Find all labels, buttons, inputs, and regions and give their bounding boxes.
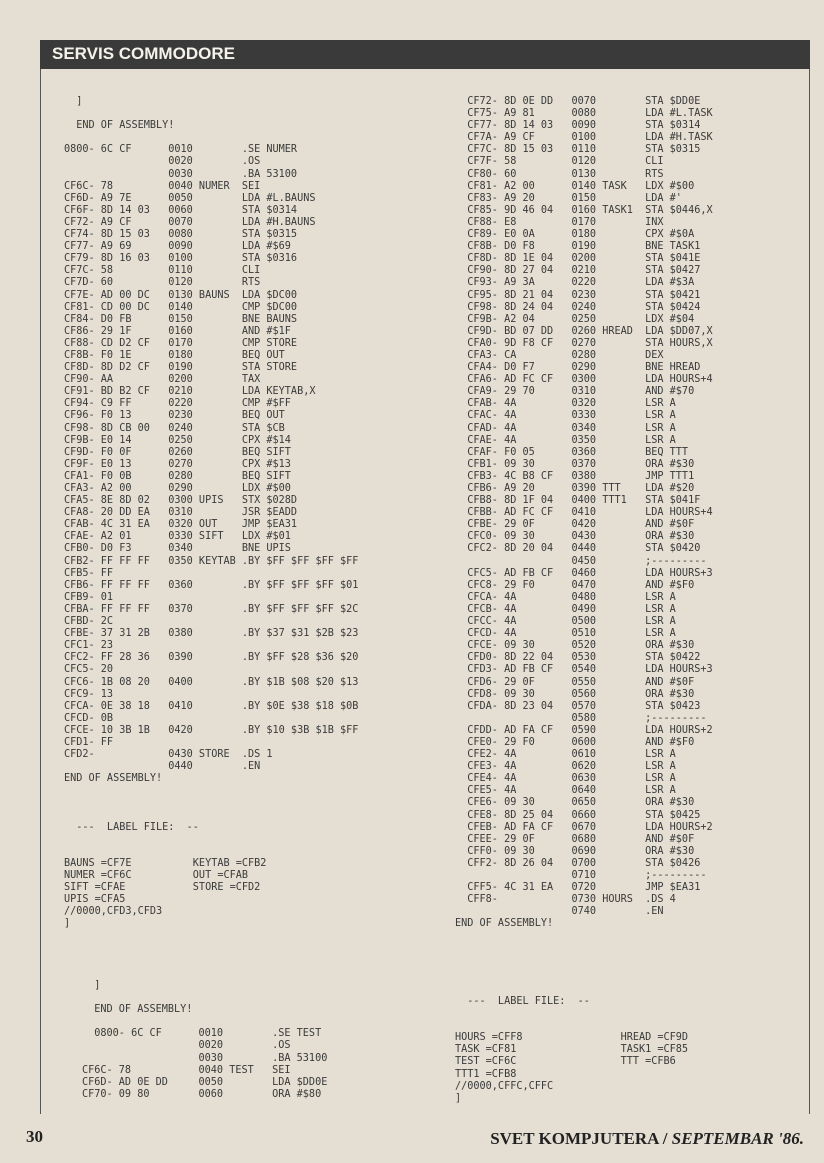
code-line: CFB3- 4C B8 CF 0380 JMP TTT1 — [455, 470, 695, 482]
code-line: 0030 .BA 53100 — [82, 1052, 328, 1064]
code-line: CFE8- 8D 25 04 0660 STA $0425 — [455, 809, 701, 821]
listing-left-column — [64, 96, 358, 930]
code-line: CFDD- AD FA CF 0590 LDA HOURS+2 — [455, 724, 713, 736]
section-header-bar — [40, 40, 810, 69]
code-line: CFCE- 10 3B 1B 0420 .BY $10 $3B $1B $FF — [64, 724, 359, 736]
code-line: CFBE- 29 0F 0420 AND #$0F — [455, 519, 695, 531]
code-line: CFC5- AD FB CF 0460 LDA HOURS+3 — [455, 567, 713, 579]
code-line: --- LABEL FILE: -- — [64, 821, 199, 833]
code-line: CF7F- 58 0120 CLI — [455, 156, 664, 168]
code-line: 0450 ;--------- — [455, 555, 707, 567]
code-line: CFC2- FF 28 36 0390 .BY $FF $28 $36 $20 — [64, 652, 359, 664]
code-line: TASK =CF81 TASK1 =CF85 — [455, 1044, 689, 1056]
code-line: CFCE- 09 30 0520 ORA #$30 — [455, 640, 695, 652]
code-line: CFA4- D0 F7 0290 BNE HREAD — [455, 362, 701, 374]
code-line: CFA8- 20 DD EA 0310 JSR $EADD — [64, 507, 298, 519]
code-line: CF6C- 78 0040 TEST SEI — [82, 1064, 291, 1076]
code-line: CFC9- 13 — [64, 688, 114, 700]
code-line: CF8B- D0 F8 0190 BNE TASK1 — [455, 241, 701, 253]
code-line: END OF ASSEMBLY! — [455, 918, 554, 930]
code-line: CFA9- 29 70 0310 AND #$70 — [455, 386, 695, 398]
code-line: SIFT =CFAE STORE =CFD2 — [64, 882, 261, 894]
code-line: CFB5- FF — [64, 567, 114, 579]
code-line: CF89- E0 0A 0180 CPX #$0A — [455, 229, 695, 241]
code-line: CFCD- 4A 0510 LSR A — [455, 628, 676, 640]
section-title: SERVIS COMMODORE — [52, 44, 235, 63]
code-line: 0020 .OS — [82, 1040, 291, 1052]
code-line: CF88- E8 0170 INX — [455, 216, 664, 228]
code-line: CF80- 60 0130 RTS — [455, 168, 664, 180]
code-line: END OF ASSEMBLY! — [82, 1004, 193, 1016]
code-line: CFE5- 4A 0640 LSR A — [455, 785, 676, 797]
code-line: CF6D- A9 7E 0050 LDA #L.BAUNS — [64, 192, 316, 204]
code-line: CFB6- FF FF FF 0360 .BY $FF $FF $FF $01 — [64, 579, 359, 591]
code-line: CF8B- F0 1E 0180 BEQ OUT — [64, 349, 285, 361]
code-line: CFA3- A2 00 0290 LDX #$00 — [64, 483, 291, 494]
code-line: CF86- 29 1F 0160 AND #$1F — [64, 325, 291, 337]
code-line: CFB8- 8D 1F 04 0400 TTT1 STA $041F — [455, 495, 701, 507]
code-line: CFCA- 4A 0480 LSR A — [455, 591, 676, 603]
code-line: ] — [64, 96, 83, 107]
code-line: 0580 ;--------- — [455, 712, 707, 724]
code-line — [64, 132, 358, 144]
code-line: CFCB- 4A 0490 LSR A — [455, 603, 676, 615]
listing-right-column — [455, 96, 713, 930]
code-line: CFA3- CA 0280 DEX — [455, 349, 664, 361]
code-line: //0000,CFD3,CFD3 — [64, 906, 163, 918]
code-line: CF72- A9 CF 0070 LDA #H.BAUNS — [64, 216, 316, 228]
code-line — [455, 1008, 688, 1020]
code-line: NUMER =CF6C OUT =CFAB — [64, 870, 249, 881]
code-line: CF9D- F0 0F 0260 BEQ SIFT — [64, 446, 291, 458]
code-line: CFE6- 09 30 0650 ORA #$30 — [455, 797, 695, 809]
code-line: CFCA- 0E 38 18 0410 .BY $0E $38 $18 $0B — [64, 700, 359, 712]
code-line: CFE3- 4A 0620 LSR A — [455, 761, 676, 773]
code-line: CF6C- 78 0040 NUMER SEI — [64, 180, 261, 192]
code-line: CFA5- 8E 8D 02 0300 UPIS STX $028D — [64, 495, 298, 507]
code-line: CF79- 8D 16 03 0100 STA $0316 — [64, 253, 298, 265]
code-line — [64, 810, 358, 822]
code-line: CF91- BD B2 CF 0210 LDA KEYTAB,X — [64, 386, 316, 398]
page-number: 30 — [26, 1127, 43, 1146]
code-line — [64, 108, 358, 120]
code-line: 0440 .EN — [64, 761, 261, 773]
code-line: CF81- CD 00 DC 0140 CMP $DC00 — [64, 301, 298, 313]
code-line: CFD0- 8D 22 04 0530 STA $0422 — [455, 652, 701, 664]
code-line: CFCC- 4A 0500 LSR A — [455, 616, 676, 628]
listing-bottom-left — [82, 980, 327, 1101]
code-line: ] — [64, 918, 71, 930]
code-line: CF9B- A2 04 0250 LDX #$04 — [455, 313, 695, 325]
code-line: CFB6- A9 20 0390 TTT LDA #$20 — [455, 483, 695, 494]
code-line: CF77- A9 69 0090 LDA #$69 — [64, 241, 291, 253]
code-line — [82, 992, 327, 1004]
publication-footer — [490, 1129, 804, 1149]
code-line: CF83- A9 20 0150 LDA #' — [455, 192, 682, 204]
code-line: CFA1- F0 0B 0280 BEQ SIFT — [64, 470, 291, 482]
code-line: CF95- 8D 21 04 0230 STA $0421 — [455, 289, 701, 301]
code-line: CF96- F0 13 0230 BEQ OUT — [64, 410, 285, 422]
code-line: CFBE- 37 31 2B 0380 .BY $37 $31 $2B $23 — [64, 628, 359, 640]
code-line: CFD8- 09 30 0560 ORA #$30 — [455, 688, 695, 700]
code-line: CFC1- 23 — [64, 640, 114, 652]
code-line: CFC0- 09 30 0430 ORA #$30 — [455, 531, 695, 543]
code-line: CF7C- 58 0110 CLI — [64, 265, 261, 277]
code-line: 0740 .EN — [455, 906, 664, 918]
code-line: CF8D- 8D 1E 04 0200 STA $041E — [455, 253, 701, 265]
code-line: CFAC- 4A 0330 LSR A — [455, 410, 676, 422]
code-line: CFE4- 4A 0630 LSR A — [455, 773, 676, 785]
code-line: CFD2- 0430 STORE .DS 1 — [64, 749, 273, 761]
code-line: CF6F- 8D 14 03 0060 STA $0314 — [64, 204, 298, 216]
code-line: CF88- CD D2 CF 0170 CMP STORE — [64, 337, 298, 349]
code-line: 0800- 6C CF 0010 .SE NUMER — [64, 144, 298, 156]
code-line: CF7A- A9 CF 0100 LDA #H.TASK — [455, 132, 713, 144]
code-line: CFF8- 0730 HOURS .DS 4 — [455, 894, 676, 906]
code-line: CF84- D0 FB 0150 BNE BAUNS — [64, 313, 298, 325]
code-line: ] — [455, 1092, 462, 1104]
code-line: CFC6- 1B 08 20 0400 .BY $1B $08 $20 $13 — [64, 676, 359, 688]
code-line: CFAF- F0 05 0360 BEQ TTT — [455, 446, 689, 458]
code-line: CF6D- AD 0E DD 0050 LDA $DD0E — [82, 1076, 328, 1088]
code-line: --- LABEL FILE: -- — [455, 996, 590, 1007]
code-line: CFF0- 09 30 0690 ORA #$30 — [455, 845, 695, 857]
code-line: CFC5- 20 — [64, 664, 114, 676]
code-line: 0710 ;--------- — [455, 870, 707, 881]
code-line: CF75- A9 81 0080 LDA #L.TASK — [455, 108, 713, 120]
code-line: END OF ASSEMBLY! — [64, 120, 175, 132]
code-line: CFD3- AD FB CF 0540 LDA HOURS+3 — [455, 664, 713, 676]
code-line: CFF2- 8D 26 04 0700 STA $0426 — [455, 857, 701, 869]
code-line: CF70- 09 80 0060 ORA #$80 — [82, 1088, 322, 1100]
code-line: CF81- A2 00 0140 TASK LDX #$00 — [455, 180, 695, 192]
code-line: CFD1- FF — [64, 736, 114, 748]
code-line: CFB0- D0 F3 0340 BNE UPIS — [64, 543, 291, 555]
code-line: CF98- 8D 24 04 0240 STA $0424 — [455, 301, 701, 313]
code-line: CFC8- 29 F0 0470 AND #$F0 — [455, 579, 695, 591]
code-line: CF90- 8D 27 04 0210 STA $0427 — [455, 265, 701, 277]
code-line: CFBB- AD FC CF 0410 LDA HOURS+4 — [455, 507, 713, 519]
code-line: CFAD- 4A 0340 LSR A — [455, 422, 676, 434]
code-line: 0800- 6C CF 0010 .SE TEST — [82, 1028, 322, 1040]
code-line: //0000,CFFC,CFFC — [455, 1080, 554, 1092]
publication-name: SVET KOMPJUTERA / — [490, 1129, 668, 1148]
code-line: CF9B- E0 14 0250 CPX #$14 — [64, 434, 291, 446]
code-line: CFB9- 01 — [64, 591, 114, 603]
code-line: CF85- 9D 46 04 0160 TASK1 STA $0446,X — [455, 204, 713, 216]
code-line: CFA6- AD FC CF 0300 LDA HOURS+4 — [455, 374, 713, 386]
code-line: TEST =CF6C TTT =CFB6 — [455, 1056, 676, 1068]
code-line: ] — [82, 980, 101, 991]
code-line: CFC2- 8D 20 04 0440 STA $0420 — [455, 543, 701, 555]
code-line: CF74- 8D 15 03 0080 STA $0315 — [64, 229, 298, 241]
code-line: CFDA- 8D 23 04 0570 STA $0423 — [455, 700, 701, 712]
code-line: CFBD- 2C — [64, 616, 114, 628]
issue-date: SEPTEMBAR '86. — [671, 1129, 804, 1148]
code-line: CF7D- 60 0120 RTS — [64, 277, 261, 289]
code-line: CFEE- 29 0F 0680 AND #$0F — [455, 833, 695, 845]
code-line — [64, 846, 358, 858]
code-line — [64, 834, 358, 846]
code-line: CFAE- A2 01 0330 SIFT LDX #$01 — [64, 531, 291, 543]
code-line: CF72- 8D 0E DD 0070 STA $DD0E — [455, 96, 701, 107]
code-line — [64, 797, 358, 809]
code-line: CFE2- 4A 0610 LSR A — [455, 749, 676, 761]
code-line — [455, 1020, 688, 1032]
code-line: 0030 .BA 53100 — [64, 168, 298, 180]
code-line: CFF5- 4C 31 EA 0720 JMP $EA31 — [455, 882, 701, 894]
code-line: CFAE- 4A 0350 LSR A — [455, 434, 676, 446]
code-line: CFEB- AD FA CF 0670 LDA HOURS+2 — [455, 821, 713, 833]
code-line: 0020 .OS — [64, 156, 261, 168]
code-line — [64, 785, 358, 797]
code-line: CFCD- 0B — [64, 712, 114, 724]
code-line: CF77- 8D 14 03 0090 STA $0314 — [455, 120, 701, 132]
code-line: HOURS =CFF8 HREAD =CF9D — [455, 1032, 689, 1044]
code-line: UPIS =CFA5 — [64, 894, 126, 906]
code-line: CF93- A9 3A 0220 LDA #$3A — [455, 277, 695, 289]
code-line: CFA0- 9D F8 CF 0270 STA HOURS,X — [455, 337, 713, 349]
code-line: TTT1 =CFB8 — [455, 1068, 517, 1080]
code-line: CFBA- FF FF FF 0370 .BY $FF $FF $FF $2C — [64, 603, 359, 615]
code-line: CF8D- 8D D2 CF 0190 STA STORE — [64, 362, 298, 374]
code-line: CFAB- 4C 31 EA 0320 OUT JMP $EA31 — [64, 519, 298, 531]
code-line: CF94- C9 FF 0220 CMP #$FF — [64, 398, 291, 410]
code-line: CFD6- 29 0F 0550 AND #$0F — [455, 676, 695, 688]
code-line: CF90- AA 0200 TAX — [64, 374, 261, 386]
code-line: CF9D- BD 07 DD 0260 HREAD LDA $DD07,X — [455, 325, 713, 337]
code-line — [82, 1016, 327, 1028]
code-line: CF98- 8D CB 00 0240 STA $CB — [64, 422, 285, 434]
code-line: CFAB- 4A 0320 LSR A — [455, 398, 676, 410]
code-line: CFE0- 29 F0 0600 AND #$F0 — [455, 736, 695, 748]
code-line: CF7C- 8D 15 03 0110 STA $0315 — [455, 144, 701, 156]
label-file-bottom-right — [455, 996, 688, 1105]
code-line: END OF ASSEMBLY! — [64, 773, 163, 785]
code-line: BAUNS =CF7E KEYTAB =CFB2 — [64, 857, 267, 869]
code-line: CFB2- FF FF FF 0350 KEYTAB .BY $FF $FF $FF $FF — [64, 555, 359, 567]
code-line: CF7E- AD 00 DC 0130 BAUNS LDA $DC00 — [64, 289, 298, 301]
code-line: CF9F- E0 13 0270 CPX #$13 — [64, 458, 291, 470]
code-line: CFB1- 09 30 0370 ORA #$30 — [455, 458, 695, 470]
